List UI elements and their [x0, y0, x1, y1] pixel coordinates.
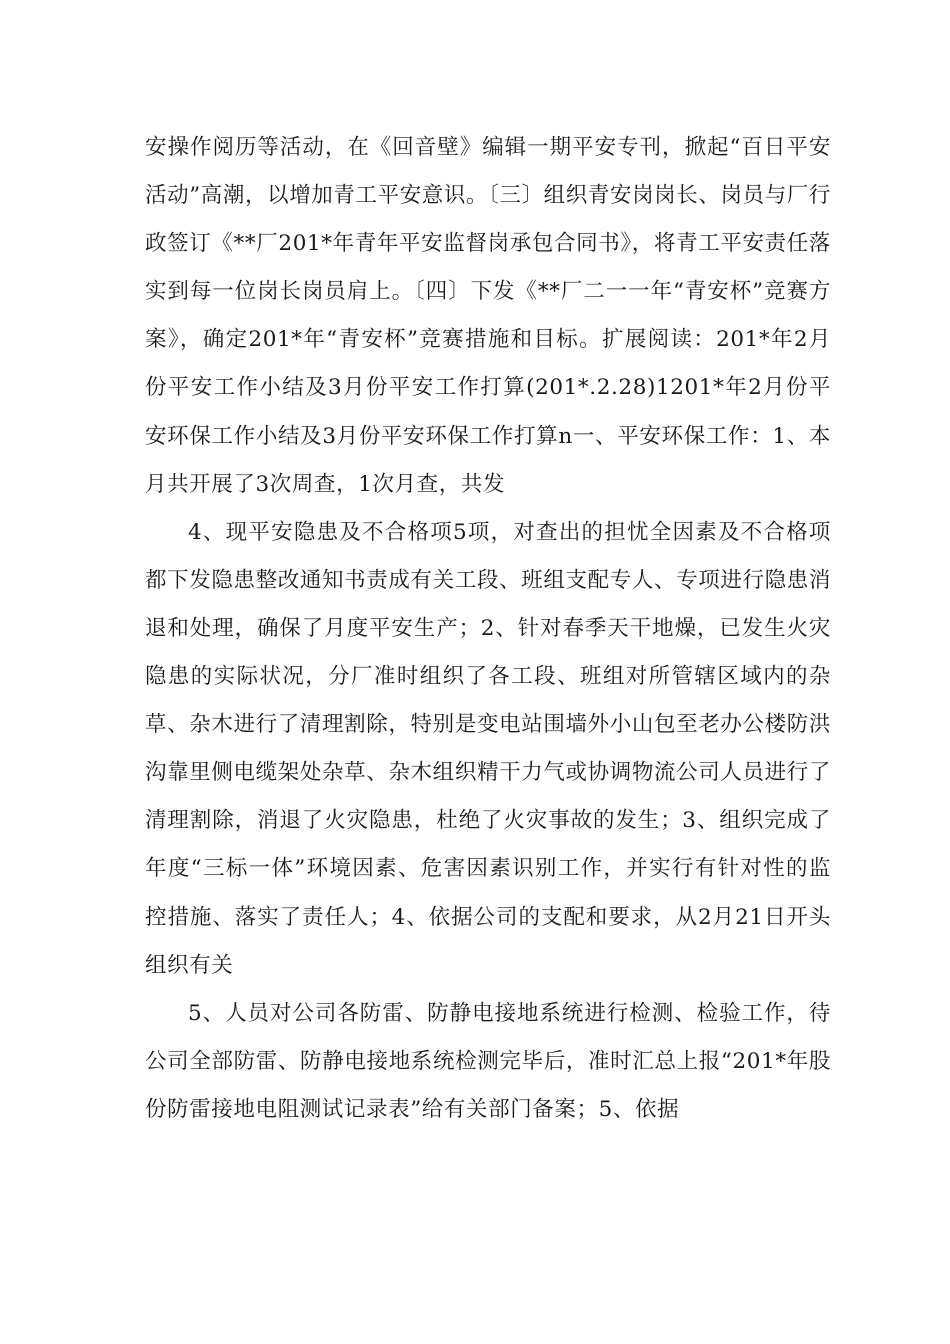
- paragraph-1: 安操作阅历等活动，在《回音壁》编辑一期平安专刊，掀起“百日平安活动”高潮，以增加青工平安意识。〔三〕组织青安岗岗长、岗员与厂行政签订《**厂201*年青年平安监督岗承包合同书》，将青工平安责任落实到每一位岗长岗员肩上。〔四〕下发《**厂二一一年“青安杯”竞赛方案》，确定201*年“青安杯”竞赛措施和目标。扩展阅读：201*年2月份平安工作小结及3月份平安工作打算(201*.2.28)1201*年2月份平安环保工作小结及3月份平安环保工作打算n一、平安环保工作：1、本月共开展了3次周查，1次月查，共发: [145, 135, 831, 497]
- document-body: [145, 124, 831, 1134]
- paragraph-3: 5、人员对公司各防雷、防静电接地系统进行检测、检验工作，待公司全部防雷、防静电接地系统检测完毕后，准时汇总上报“201*年股份防雷接地电阻测试记录表”给有关部门备案；5、依据: [145, 1000, 831, 1122]
- paragraph-2: 4、现平安隐患及不合格项5项，对查出的担忧全因素及不合格项都下发隐患整改通知书责成有关工段、班组支配专人、专项进行隐患消退和处理，确保了月度平安生产；2、针对春季天干地燥，已发生火灾隐患的实际状况，分厂准时组织了各工段、班组对所管辖区域内的杂草、杂木进行了清理割除，特别是变电站围墙外小山包至老办公楼防洪沟靠里侧电缆架处杂草、杂木组织精干力气或协调物流公司人员进行了清理割除，消退了火灾隐患，杜绝了火灾事故的发生；3、组织完成了年度“三标一体”环境因素、危害因素识别工作，并实行有针对性的监控措施、落实了责任人；4、依据公司的支配和要求，从2月21日开头组织有关: [145, 519, 831, 978]
